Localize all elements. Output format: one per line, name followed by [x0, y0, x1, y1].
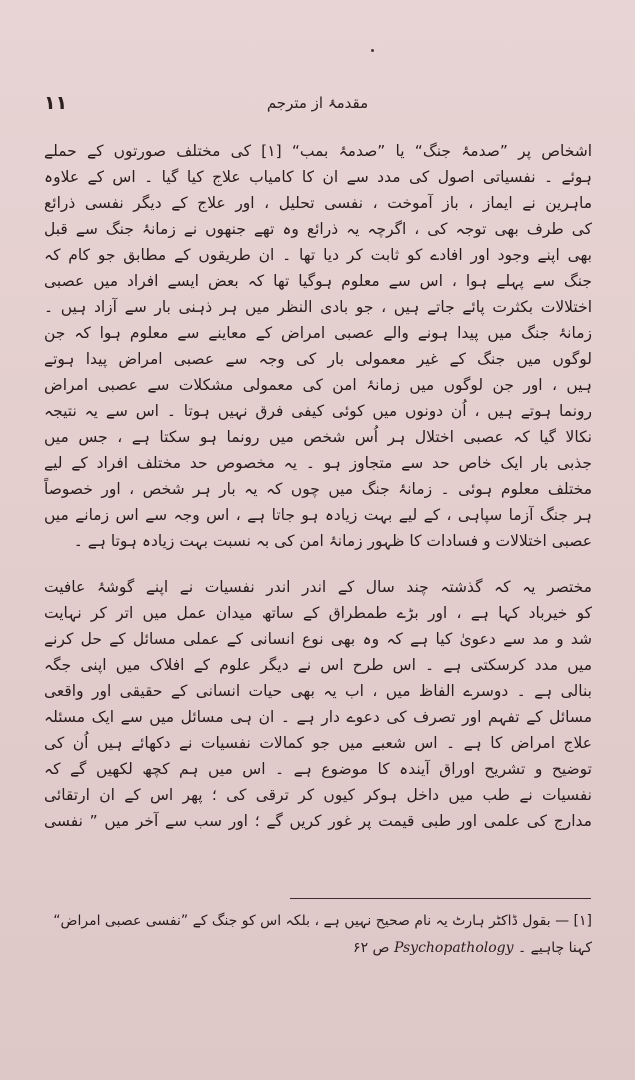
text-line: بھی اپنے وجود اور افادے کو ثابت کر دیا تھا ۔ ان طریقوں کے مطابق جو کام کہ	[44, 246, 592, 264]
footnote-urdu-text: کہنا چاہیے ۔	[517, 940, 592, 956]
page-header	[40, 92, 595, 118]
footnote-line-1: [۱] — بقول ڈاکٹر ہارٹ یہ نام صحیح نہیں ہے ، بلکہ اس کو جنگ کے ”نفسی عصبی امراض“	[53, 913, 592, 929]
text-line: مدارج کی علمی اور طبی قیمت پر غور کریں گے ؛ اور سب سے آخر میں ” نفسی	[44, 812, 592, 830]
text-line: جذبی بار ایک خاص حد سے متجاوز ہو ۔ یہ مخصوص حد مختلف افراد کے لیے	[44, 454, 592, 472]
paragraph-2	[44, 574, 592, 834]
text-line: ہیں ، اور جن لوگوں میں زمانۂ امن کی معمولی مشکلات سے عصبی امراض	[44, 376, 592, 394]
text-line: مسائل کے تفہم اور تصرف کی دعوے دار ہے ۔ ان ہی مسائل میں سے ایک مسئلہ	[44, 708, 592, 726]
text-line: ہر جنگ آزما سپاہی ، کے لیے بہت زیادہ ہو جاتا ہے ، اس وجہ سے اس زمانے میں	[44, 506, 592, 524]
text-line: بنالی ہے ۔ دوسرے الفاظ میں ، اب یہ بھی حیات انسانی کے حقیقی اور واقعی	[44, 682, 592, 700]
text-line: کو خیرباد کہا ہے ، اور بڑے طمطراق کے ساتھ میدان عمل میں اتر کر نہایت	[44, 604, 592, 622]
text-line: شد و مد سے دعویٰ کیا ہے کہ وہ بھی نوع انسانی کے عملی مسائل کے حل کرنے	[44, 630, 592, 648]
text-line: عصبی اختلالات و فسادات کا ظہور زمانۂ امن کی بہ نسبت بہت زیادہ ہوتا ہے ۔	[73, 532, 592, 550]
text-line: توضیح و تشریح اوراق آیندہ کا موضوع ہے ۔ اس میں ہم کچھ لکھیں گے کہ	[44, 760, 592, 778]
running-title: مقدمۂ از مترجم	[266, 94, 369, 112]
footnote	[44, 908, 592, 962]
paragraph-1	[44, 138, 592, 554]
footnote-rule	[290, 898, 591, 899]
text-line: مختصر یہ کہ گذشتہ چند سال کے اندر اندر نفسیات نے اپنے گوشۂ عافیت	[44, 578, 592, 596]
text-line: نفسیات نے طب میں داخل ہوکر کیوں کر ترقی کی ؛ پھر اس کے ان ارتقائی	[44, 786, 592, 804]
text-line: کی طرف بھی توجہ کی ، اگرچہ یہ ذرائع وہ تھے جنھوں نے زمانۂ جنگ سے قبل	[44, 220, 592, 238]
page-number: ۱۱	[44, 92, 68, 114]
text-line: اختلالات بکثرت پائے جاتے ہیں ، جو بادی النظر میں ہر ذہنی بار سے آزاد ہیں ۔	[44, 298, 592, 316]
text-line: مختلف معلوم ہوئی ۔ زمانۂ جنگ میں چوں کہ یہ بار ہر شخص ، اور خصوصاً	[44, 480, 592, 498]
paragraph-gap	[44, 554, 592, 574]
text-line: لوگوں میں جنگ کے غیر معمولی بار کی وجہ سے عصبی امراض پیدا ہوتے	[44, 350, 592, 368]
ink-speck	[371, 49, 374, 52]
body-text	[44, 138, 592, 834]
text-line: ہوئے ۔ نفسیاتی اصول کی مدد سے ان کا کامیاب علاج کیا گیا ۔ اس کے علاوہ	[44, 168, 592, 186]
text-line: اشخاص پر ”صدمۂ جنگ“ یا ”صدمۂ بمب“ [۱] کی مختلف صورتوں کے حملے	[44, 142, 592, 160]
footnote-page-ref: ص ۶۲	[353, 940, 390, 956]
text-line: زمانۂ جنگ میں پیدا ہونے والے عصبی امراض کے معاینے سے معلوم ہوا کہ جن	[44, 324, 592, 342]
text-line: ماہرین نے ایماز ، باز آموخت ، نفسی تحلیل ، اور علاج کے دیگر نفسی ذرائع	[44, 194, 592, 212]
text-line: رونما ہوتے ہیں ، اُن دونوں میں کوئی کیفی فرق نہیں ہوتا ۔ اس سے یہ نتیجہ	[44, 402, 592, 420]
text-line: علاج امراض کا ہے ۔ اس شعبے میں جو کمالات نفسیات نے دکھائے ہیں اُن کی	[44, 734, 592, 752]
text-line: جنگ سے پہلے ہوا ، اس سے معلوم ہوگیا تھا کہ بعض ایسے افراد میں عصبی	[44, 272, 592, 290]
footnote-line-2	[44, 935, 592, 962]
text-line: نکالا گیا کہ عصبی اختلال ہر اُس شخص میں رونما ہو سکتا ہے ، جس میں	[44, 428, 592, 446]
footnote-latin-term: Psychopathology	[393, 940, 514, 956]
text-line: میں مدد کرسکتی ہے ۔ اس طرح اس نے دیگر علوم کے افلاک میں اپنی جگہ	[44, 656, 592, 674]
